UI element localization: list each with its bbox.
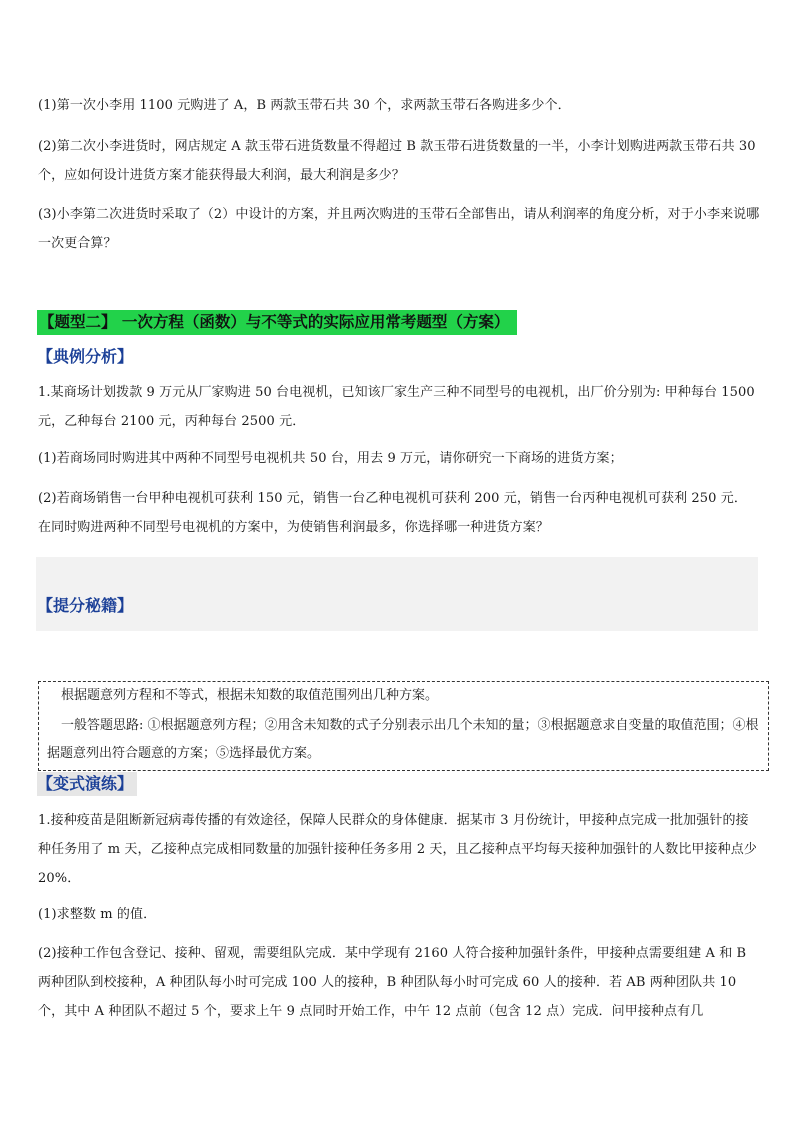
practice-problem-text: 1.接种疫苗是阻断新冠病毒传播的有效途径，保障人民群众的身体健康．据某市 3 月份统计，甲接种点完成一批加强针的接种任务用了 m 天，乙接种点完成相同数量的加强针接种任务多用 2 天，且乙接种点平均每天接种加强针的人数比甲接种点少 20%． [38,813,757,886]
example-question-1: (1)若商场同时购进其中两种不同型号电视机共 50 台，用去 9 万元，请你研究一下商场的进货方案； [38,451,623,466]
tips-band [36,557,758,631]
tips-heading: 【提分秘籍】 [37,596,134,615]
question-2-text: (2)第二次小李进货时，网店规定 A 款玉带石进货数量不得超过 B 款玉带石进货数量的一半，小李计划购进两款玉带石共 30 个，应如何设计进货方案才能获得最大利润，最大利润是多少？ [38,139,756,183]
example-problem-text: 1.某商场计划拨款 9 万元从厂家购进 50 台电视机，已知该厂家生产三种不同型号的电视机，出厂价分别为: 甲种每台 1500 元，乙种每台 2100 元，丙种每台 2500 元． [38,385,755,429]
practice-question-1: (1)求整数 m 的值． [38,907,157,922]
example-heading: 【典例分析】 [37,347,134,366]
tips-line-2: 一般答题思路: ①根据题意列方程；②用含未知数的式子分别表示出几个未知的量；③根据题意求自变量的取值范围；④根据题意列出符合题意的方案；⑤选择最优方案。 [47,718,759,761]
tips-box [38,681,769,771]
question-3-text: (3)小李第二次进货时采取了（2）中设计的方案，并且两次购进的玉带石全部售出，请从利润率的角度分析，对于小李来说哪一次更合算？ [38,207,760,251]
example-question-2: (2)若商场销售一台甲种电视机可获利 150 元，销售一台乙种电视机可获利 200 元，销售一台丙种电视机可获利 250 元．在同时购进两种不同型号电视机的方案中，为使销售利润最多，你选择哪一种进货方案？ [38,491,747,535]
tips-line-1: 根据题意列方程和不等式，根据未知数的取值范围列出几种方案。 [61,688,439,703]
practice-heading: 【变式演练】 [37,772,137,796]
practice-question-2: (2)接种工作包含登记、接种、留观，需要组队完成．某中学现有 2160 人符合接种加强针条件，甲接种点需要组建 A 和 B 两种团队到校接种，A 种团队每小时可完成 100 人的接种，B 种团队每小时可完成 60 人的接种．若 AB 两种团队共 10 个，其中 A 种团队不超过 5 个，要求上午 9 点同时开始工作，中午 12 点前（包含 12 点）完成．问甲接种点有几 [38,946,747,1019]
section-title-banner: 【题型二】 一次方程（函数）与不等式的实际应用常考题型（方案） [37,310,517,335]
question-1-text: (1)第一次小李用 1100 元购进了 A，B 两款玉带石共 30 个，求两款玉带石各购进多少个． [38,98,571,113]
